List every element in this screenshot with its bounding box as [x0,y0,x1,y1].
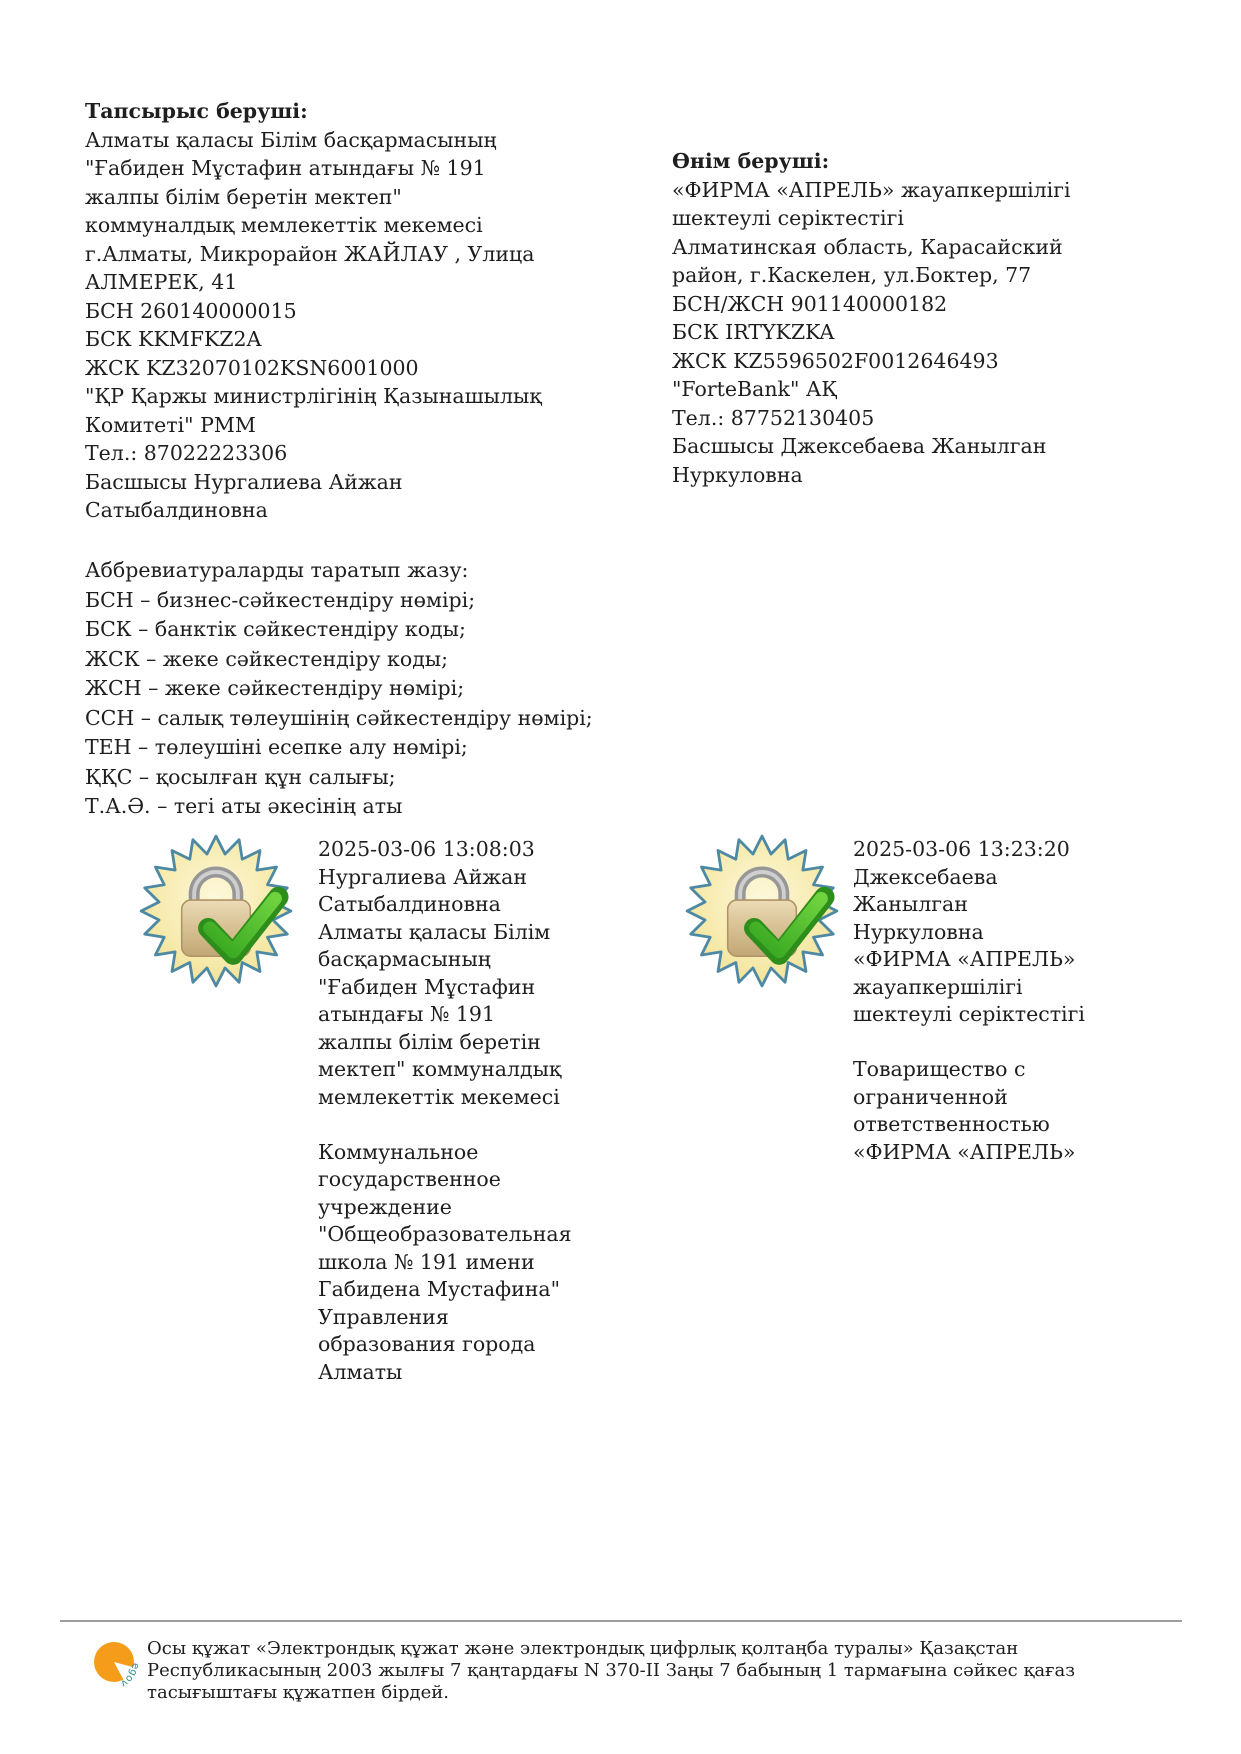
text-line: Сатыбалдиновна [318,892,501,916]
text-line: ЖСК KZ32070102KSN6001000 [85,355,419,380]
text-line: ҚҚС – қосылған құн салығы; [85,764,396,789]
text-line: жалпы білім беретін мектеп" [85,184,402,209]
text-line: Басшысы Джексебаева Жанылган [672,434,1047,458]
text-line: Тел.: 87752130405 [672,405,875,430]
text-line: шектеулі серіктестігі [672,206,904,230]
customer-signature-seal-lock-check-icon [138,833,294,989]
customer-signature-timestamp: 2025-03-06 13:08:03 [318,837,535,861]
text-line: ограниченной [853,1084,1008,1109]
customer-signature-kk [318,864,563,1112]
supplier-signature-ru [853,1056,1098,1166]
text-line: Коммунальное [318,1139,479,1164]
text-line: Управления [318,1304,449,1329]
text-line: БСК – банктік сәйкестендіру коды; [85,617,466,641]
supplier-signature-seal-lock-check-icon [684,833,840,989]
text-line: "ForteBank" АҚ [672,377,838,401]
text-line: государственное [318,1167,501,1191]
text-line: БСК IRTYKZKA [672,320,835,344]
text-line: жауапкершілігі [853,974,1023,999]
text-line: г.Алматы, Микрорайон ЖАЙЛАУ , Улица [85,241,535,266]
text-line: Сатыбалдиновна [85,498,268,522]
supplier-details [672,176,1112,490]
text-line: басқармасының [318,947,491,971]
text-line: ТЕН – төлеушіні есепке алу нөмірі; [85,735,468,759]
text-line: ЖСН – жеке сәйкестендіру нөмірі; [85,676,465,700]
text-line: Республикасының 2003 жылғы 7 қаңтардағы N 370-II Заңы 7 бабының 1 тармағына сәйкес қағаз [147,1660,1076,1681]
text-line: Алматы қаласы Білім басқармасының [85,127,497,152]
supplier-signature-kk [853,864,1098,1029]
customer-heading: Тапсырыс беруші: [85,99,308,123]
text-line: АЛМЕРЕК, 41 [85,270,238,294]
supplier-signature-timestamp: 2025-03-06 13:23:20 [853,837,1070,861]
text-line: жалпы білім беретін [318,1029,541,1054]
customer-details [85,126,565,525]
customer-signature-block [318,836,572,1386]
supplier-signature-block [853,836,1098,1166]
text-line: «ФИРМА «АПРЕЛЬ» жауапкершілігі [672,177,1071,202]
text-line: коммуналдық мемлекеттік мекемесі [85,213,483,237]
text-line: БСК KKMFKZ2A [85,327,262,351]
text-line: мемлекеттік мекемесі [318,1084,560,1109]
text-line: Алматинская область, Карасайский [672,234,1063,259]
text-line: Тел.: 87022223306 [85,441,288,465]
text-line: район, г.Каскелен, ул.Боктер, 77 [672,263,1032,287]
egov-logo-icon [92,1640,142,1692]
text-line: Комитеті" РММ [85,412,256,437]
text-line: атындағы № 191 [318,1002,495,1026]
customer-signature-ru [318,1139,572,1387]
supplier-block [672,147,1112,489]
text-line: шектеулі серіктестігі [853,1002,1085,1026]
text-line: "Ғабиден Мұстафин атындағы № 191 [85,156,486,180]
text-line: образования города [318,1332,536,1356]
text-line: Джексебаева [853,864,998,889]
text-line: БСН 260140000015 [85,298,297,323]
text-line: ЖСК – жеке сәйкестендіру коды; [85,646,449,671]
text-line: Товарищество с [853,1057,1026,1081]
text-line: мектеп" коммуналдық [318,1057,562,1081]
text-line: Жанылган [853,892,968,916]
text-line: Нургалиева Айжан [318,864,528,889]
abbreviations-heading: Аббревиатураларды таратып жазу: [85,558,469,582]
text-line: БСН/ЖСН 901140000182 [672,291,948,316]
supplier-heading: Өнім беруші: [672,149,830,173]
abbreviations-block [85,556,645,822]
text-line: БСН – бизнес-сәйкестендіру нөмірі; [85,587,476,612]
text-line: "Ғабиден Мұстафин [318,974,536,999]
text-line: тасығыштағы құжатпен бірдей. [147,1682,450,1703]
text-line: «ФИРМА «АПРЕЛЬ» [853,947,1076,971]
text-line: Т.А.Ә. – тегі аты әкесінің аты [85,794,403,818]
text-line: Алматы [318,1359,403,1384]
text-line: школа № 191 имени [318,1249,535,1274]
text-line: Нуркуловна [853,919,984,944]
text-line: "ҚР Қаржы министрлігінің Қазынашылық [85,384,542,408]
text-line: Осы құжат «Электрондық құжат және электрондық цифрлық қолтаңба туралы» Қазақстан [147,1638,1019,1659]
abbreviations-list [85,586,645,822]
text-line: ЖСК KZ5596502F0012646493 [672,348,999,373]
text-line: Габидена Мустафина" [318,1277,561,1301]
text-line: Басшысы Нургалиева Айжан [85,469,403,494]
text-line: ответственностью [853,1112,1050,1136]
text-line: «ФИРМА «АПРЕЛЬ» [853,1139,1076,1164]
text-line: учреждение [318,1194,452,1219]
footer-legal-text [147,1638,1107,1704]
text-line: Нуркуловна [672,462,803,487]
customer-block [85,97,565,525]
footer-divider [60,1620,1182,1622]
text-line: "Общеобразовательная [318,1222,572,1246]
text-line: ССН – салық төлеушінің сәйкестендіру нөмірі; [85,705,593,730]
text-line: Алматы қаласы Білім [318,919,551,944]
